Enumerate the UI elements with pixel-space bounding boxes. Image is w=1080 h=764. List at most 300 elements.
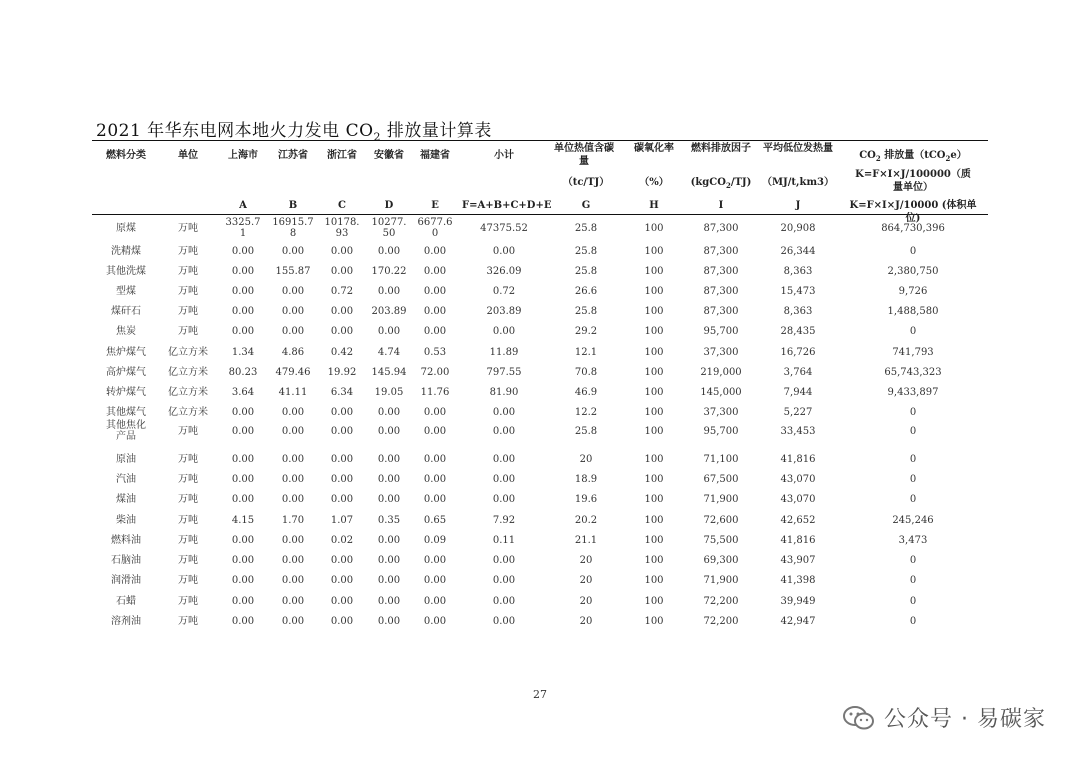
cell-calorific-value: 3,764 [783,367,813,378]
cell-unit: 万吨 [178,426,198,437]
cell-fujian: 0.65 [423,515,447,526]
cell-unit: 万吨 [178,286,198,297]
cell-shanghai: 0.00 [231,535,255,546]
cell-subtotal: 0.00 [492,326,516,337]
cell-emission-factor: 71,900 [703,575,739,586]
title-subscript: 2 [373,130,382,144]
cell-oxidation-rate: 100 [644,306,664,317]
cell-carbon-content: 46.9 [574,387,598,398]
cell-subtotal: 0.72 [492,286,516,297]
cell-fuel-type: 其他煤气 [106,407,146,418]
cell-fujian: 0.00 [423,616,447,627]
cell-shanghai: 0.00 [231,616,255,627]
cell-anhui: 0.00 [377,246,401,257]
cell-carbon-content: 25.8 [574,266,598,277]
cell-calorific-value: 41,398 [780,575,816,586]
cell-carbon-content: 20 [579,596,593,607]
header-code-e: E [431,200,439,211]
cell-fuel-type: 石蜡 [116,596,136,607]
cell-jiangsu: 4.86 [281,347,305,358]
cell-calorific-value: 43,070 [780,474,816,485]
cell-anhui: 0.00 [377,596,401,607]
cell-anhui: 0.00 [377,575,401,586]
header-oxidation-rate: 碳氧化率 [634,143,674,154]
cell-oxidation-rate: 100 [644,387,664,398]
cell-zhejiang: 0.72 [330,286,354,297]
cell-fuel-type: 润滑油 [111,575,141,586]
cell-fuel-type: 溶剂油 [111,616,141,627]
cell-calorific-value: 42,947 [780,616,816,627]
cell-jiangsu: 41.11 [278,387,308,398]
cell-fuel-type: 原油 [116,454,136,465]
cell-shanghai: 0.00 [231,596,255,607]
cell-carbon-content: 25.8 [574,426,598,437]
cell-co2-emission: 3,473 [898,535,928,546]
header-zhejiang: 浙江省 [327,150,357,161]
cell-fuel-type: 洗精煤 [111,246,141,257]
cell-fujian: 0.00 [423,555,447,566]
cell-fujian: 0.00 [423,596,447,607]
table-row [0,592,1080,612]
header-co2-emission: $CO_2$ 排放量（tCO$_2$e） [859,150,967,163]
cell-unit: 万吨 [178,246,198,257]
cell-emission-factor: 37,300 [703,347,739,358]
cell-carbon-content: 25.8 [574,223,598,234]
cell-anhui: 4.74 [377,347,401,358]
cell-shanghai: 4.15 [231,515,255,526]
table-top-rule [92,140,988,141]
cell-zhejiang: 0.00 [330,616,354,627]
cell-shanghai: 0.00 [231,407,255,418]
cell-zhejiang: 0.00 [330,426,354,437]
cell-jiangsu: 479.46 [275,367,311,378]
cell-jiangsu: 0.00 [281,474,305,485]
table-row [0,219,1080,239]
header-code-a: A [239,200,247,211]
cell-co2-emission: 245,246 [892,515,934,526]
table-row [0,511,1080,531]
cell-oxidation-rate: 100 [644,266,664,277]
cell-shanghai: 80.23 [228,367,258,378]
cell-jiangsu: 0.00 [281,535,305,546]
cell-jiangsu: 0.00 [281,596,305,607]
cell-oxidation-rate: 100 [644,596,664,607]
cell-oxidation-rate: 100 [644,575,664,586]
cell-unit: 万吨 [178,494,198,505]
cell-anhui: 0.00 [377,616,401,627]
cell-oxidation-rate: 100 [644,286,664,297]
cell-shanghai: 0.00 [231,306,255,317]
cell-anhui: 0.00 [377,474,401,485]
cell-zhejiang: 19.92 [327,367,357,378]
cell-calorific-value: 39,949 [780,596,816,607]
title-prefix: 2021 年华东电网本地火力发电 CO [96,121,374,141]
cell-anhui: 145.94 [371,367,407,378]
cell-fuel-type: 煤油 [116,494,136,505]
cell-anhui: 10277. 50 [371,217,407,239]
cell-jiangsu: 0.00 [281,306,305,317]
cell-calorific-value: 41,816 [780,535,816,546]
cell-unit: 万吨 [178,223,198,234]
cell-subtotal: 0.00 [492,596,516,607]
cell-jiangsu: 155.87 [275,266,311,277]
cell-subtotal: 0.00 [492,407,516,418]
cell-zhejiang: 0.00 [330,306,354,317]
header-unit: 单位 [178,150,198,161]
cell-zhejiang: 0.00 [330,474,354,485]
cell-jiangsu: 0.00 [281,454,305,465]
cell-zhejiang: 0.42 [330,347,354,358]
cell-unit: 亿立方米 [168,347,208,358]
cell-carbon-content: 12.1 [574,347,598,358]
cell-fujian: 0.00 [423,246,447,257]
cell-carbon-content: 29.2 [574,326,598,337]
table-row [0,322,1080,342]
cell-co2-emission: 0 [909,494,917,505]
cell-emission-factor: 87,300 [703,266,739,277]
cell-oxidation-rate: 100 [644,494,664,505]
cell-shanghai: 0.00 [231,326,255,337]
cell-co2-emission: 864,730,396 [881,223,945,234]
cell-unit: 万吨 [178,474,198,485]
cell-co2-emission: 0 [909,596,917,607]
cell-co2-emission: 0 [909,555,917,566]
cell-emission-factor: 71,100 [703,454,739,465]
cell-carbon-content: 18.9 [574,474,598,485]
cell-subtotal: 203.89 [486,306,522,317]
cell-oxidation-rate: 100 [644,367,664,378]
cell-subtotal: 0.00 [492,426,516,437]
table-row [0,282,1080,302]
cell-emission-factor: 72,200 [703,596,739,607]
cell-unit: 亿立方米 [168,367,208,378]
cell-jiangsu: 1.70 [281,515,305,526]
cell-anhui: 0.00 [377,535,401,546]
cell-emission-factor: 72,600 [703,515,739,526]
cell-oxidation-rate: 100 [644,454,664,465]
cell-zhejiang: 1.07 [330,515,354,526]
cell-subtotal: 11.89 [489,347,519,358]
table-row [0,383,1080,403]
cell-co2-emission: 741,793 [892,347,934,358]
cell-fujian: 0.00 [423,306,447,317]
header-code-c: C [338,200,346,211]
title-suffix: 排放量计算表 [381,121,492,141]
cell-fujian: 72.00 [420,367,450,378]
cell-carbon-content: 70.8 [574,367,598,378]
cell-fujian: 0.00 [423,286,447,297]
cell-zhejiang: 6.34 [330,387,354,398]
cell-emission-factor: 87,300 [703,223,739,234]
cell-fujian: 6677.6 0 [417,217,453,239]
cell-subtotal: 81.90 [489,387,519,398]
cell-co2-emission: 0 [909,616,917,627]
cell-emission-factor: 67,500 [703,474,739,485]
cell-fuel-type: 高炉煤气 [106,367,146,378]
cell-fuel-type: 其他焦化 产品 [106,420,146,442]
cell-unit: 万吨 [178,535,198,546]
header-emission-factor: 燃料排放因子 [691,143,751,154]
cell-zhejiang: 0.00 [330,266,354,277]
cell-calorific-value: 43,070 [780,494,816,505]
cell-jiangsu: 0.00 [281,286,305,297]
table-row [0,470,1080,490]
header-oxidation-rate-unit: （%） [639,177,669,188]
cell-shanghai: 1.34 [231,347,255,358]
cell-fujian: 0.00 [423,494,447,505]
cell-zhejiang: 0.00 [330,596,354,607]
cell-emission-factor: 75,500 [703,535,739,546]
cell-anhui: 19.05 [374,387,404,398]
cell-fujian: 0.00 [423,575,447,586]
cell-calorific-value: 8,363 [783,306,813,317]
cell-anhui: 0.00 [377,426,401,437]
cell-oxidation-rate: 100 [644,535,664,546]
table-row [0,490,1080,510]
cell-jiangsu: 0.00 [281,326,305,337]
header-shanghai: 上海市 [228,150,258,161]
cell-shanghai: 0.00 [231,266,255,277]
table-row [0,343,1080,363]
cell-subtotal: 0.00 [492,555,516,566]
cell-oxidation-rate: 100 [644,555,664,566]
cell-emission-factor: 87,300 [703,246,739,257]
header-code-b: B [288,200,298,211]
cell-jiangsu: 0.00 [281,616,305,627]
cell-fujian: 0.00 [423,407,447,418]
cell-jiangsu: 0.00 [281,494,305,505]
table-row [0,302,1080,322]
cell-fujian: 0.00 [423,454,447,465]
watermark-text: 公众号 · 易碳家 [884,707,1046,732]
cell-co2-emission: 9,726 [898,286,928,297]
cell-fujian: 0.53 [423,347,447,358]
cell-anhui: 0.35 [377,515,401,526]
cell-shanghai: 0.00 [231,246,255,257]
cell-subtotal: 0.00 [492,494,516,505]
table-row [0,262,1080,282]
cell-calorific-value: 8,363 [783,266,813,277]
cell-emission-factor: 72,200 [703,616,739,627]
header-fujian: 福建省 [420,150,450,161]
header-carbon-content-unit: （tc/TJ） [562,177,610,188]
header-code-j: J [795,200,801,211]
cell-oxidation-rate: 100 [644,347,664,358]
cell-unit: 万吨 [178,575,198,586]
cell-fuel-type: 焦炭 [116,326,136,337]
cell-zhejiang: 0.00 [330,575,354,586]
cell-emission-factor: 145,000 [700,387,742,398]
cell-anhui: 0.00 [377,555,401,566]
cell-shanghai: 0.00 [231,494,255,505]
cell-fuel-type: 汽油 [116,474,136,485]
cell-shanghai: 0.00 [231,454,255,465]
wechat-icon [842,705,876,731]
table-row [0,571,1080,591]
cell-jiangsu: 0.00 [281,407,305,418]
cell-oxidation-rate: 100 [644,407,664,418]
header-code-h: H [649,200,659,211]
cell-jiangsu: 0.00 [281,246,305,257]
header-code-k: K=F×I×J/10000 (体积单位) [849,200,977,224]
cell-emission-factor: 37,300 [703,407,739,418]
table-row [0,531,1080,551]
cell-carbon-content: 21.1 [574,535,598,546]
cell-oxidation-rate: 100 [644,246,664,257]
cell-emission-factor: 87,300 [703,286,739,297]
table-row [0,403,1080,423]
header-code-d: D [384,200,394,211]
table-row [0,363,1080,383]
cell-shanghai: 0.00 [231,286,255,297]
cell-anhui: 203.89 [371,306,407,317]
header-calorific-value-unit: （MJ/t,km3） [761,177,835,188]
header-carbon-content: 单位热值含碳量 [554,143,614,167]
cell-fuel-type: 其他洗煤 [106,266,146,277]
header-jiangsu: 江苏省 [278,150,308,161]
cell-calorific-value: 41,816 [780,454,816,465]
cell-anhui: 0.00 [377,326,401,337]
cell-carbon-content: 20 [579,454,593,465]
cell-unit: 万吨 [178,454,198,465]
cell-oxidation-rate: 100 [644,515,664,526]
cell-fuel-type: 石脑油 [111,555,141,566]
cell-carbon-content: 25.8 [574,246,598,257]
header-code-f: F=A+B+C+D+E [462,200,552,211]
cell-calorific-value: 7,944 [783,387,813,398]
cell-co2-emission: 0 [909,474,917,485]
cell-carbon-content: 20 [579,575,593,586]
cell-shanghai: 0.00 [231,575,255,586]
table-row [0,450,1080,470]
cell-carbon-content: 25.8 [574,306,598,317]
cell-carbon-content: 19.6 [574,494,598,505]
cell-oxidation-rate: 100 [644,326,664,337]
cell-carbon-content: 20 [579,616,593,627]
cell-fuel-type: 柴油 [116,515,136,526]
header-co2-formula-mass: K=F×I×J/100000（质量单位） [855,169,971,193]
cell-co2-emission: 0 [909,575,917,586]
header-subtotal: 小计 [494,150,514,161]
cell-zhejiang: 0.00 [330,555,354,566]
cell-fujian: 0.00 [423,326,447,337]
cell-emission-factor: 219,000 [700,367,742,378]
cell-oxidation-rate: 100 [644,474,664,485]
cell-anhui: 0.00 [377,494,401,505]
header-calorific-value: 平均低位发热量 [763,143,833,154]
cell-jiangsu: 0.00 [281,555,305,566]
cell-fujian: 0.00 [423,474,447,485]
cell-unit: 万吨 [178,616,198,627]
cell-jiangsu: 16915.7 8 [272,217,314,239]
cell-unit: 万吨 [178,266,198,277]
cell-anhui: 0.00 [377,454,401,465]
cell-fuel-type: 原煤 [116,223,136,234]
cell-emission-factor: 71,900 [703,494,739,505]
cell-emission-factor: 87,300 [703,306,739,317]
cell-fuel-type: 焦炉煤气 [106,347,146,358]
cell-zhejiang: 0.00 [330,454,354,465]
cell-co2-emission: 1,488,580 [887,306,939,317]
cell-co2-emission: 0 [909,426,917,437]
cell-calorific-value: 15,473 [780,286,816,297]
cell-carbon-content: 20.2 [574,515,598,526]
cell-fujian: 11.76 [420,387,450,398]
cell-unit: 万吨 [178,326,198,337]
cell-subtotal: 0.00 [492,616,516,627]
cell-calorific-value: 43,907 [780,555,816,566]
cell-subtotal: 326.09 [486,266,522,277]
cell-calorific-value: 26,344 [780,246,816,257]
cell-anhui: 170.22 [371,266,407,277]
cell-zhejiang: 0.00 [330,246,354,257]
table-row [0,612,1080,632]
cell-co2-emission: 9,433,897 [887,387,939,398]
cell-shanghai: 0.00 [231,555,255,566]
cell-subtotal: 797.55 [486,367,522,378]
cell-co2-emission: 0 [909,407,917,418]
cell-subtotal: 0.00 [492,474,516,485]
cell-subtotal: 0.11 [492,535,516,546]
cell-carbon-content: 20 [579,555,593,566]
cell-unit: 万吨 [178,555,198,566]
header-emission-factor-unit: (kgCO$_2$/TJ) [690,177,752,190]
cell-shanghai: 0.00 [231,474,255,485]
cell-unit: 万吨 [178,596,198,607]
cell-fuel-type: 燃料油 [111,535,141,546]
cell-unit: 亿立方米 [168,387,208,398]
cell-emission-factor: 69,300 [703,555,739,566]
cell-calorific-value: 28,435 [780,326,816,337]
cell-zhejiang: 0.00 [330,407,354,418]
cell-carbon-content: 26.6 [574,286,598,297]
cell-shanghai: 3.64 [231,387,255,398]
cell-zhejiang: 10178. 93 [324,217,360,239]
cell-oxidation-rate: 100 [644,616,664,627]
cell-calorific-value: 20,908 [780,223,816,234]
table-row [0,422,1080,442]
cell-co2-emission: 0 [909,454,917,465]
cell-fuel-type: 转炉煤气 [106,387,146,398]
cell-unit: 亿立方米 [168,407,208,418]
cell-subtotal: 47375.52 [480,223,528,234]
cell-oxidation-rate: 100 [644,223,664,234]
cell-co2-emission: 2,380,750 [887,266,939,277]
cell-unit: 万吨 [178,306,198,317]
cell-anhui: 0.00 [377,407,401,418]
header-anhui: 安徽省 [374,150,404,161]
cell-calorific-value: 33,453 [780,426,816,437]
table-row [0,242,1080,262]
watermark [842,702,1046,733]
cell-anhui: 0.00 [377,286,401,297]
cell-subtotal: 0.00 [492,246,516,257]
cell-co2-emission: 0 [909,246,917,257]
cell-co2-emission: 0 [909,326,917,337]
cell-shanghai: 0.00 [231,426,255,437]
header-code-i: I [718,200,724,211]
cell-jiangsu: 0.00 [281,426,305,437]
cell-subtotal: 0.00 [492,575,516,586]
cell-fuel-type: 煤矸石 [111,306,141,317]
cell-fuel-type: 型煤 [116,286,136,297]
cell-oxidation-rate: 100 [644,426,664,437]
cell-jiangsu: 0.00 [281,575,305,586]
page-number: 27 [533,688,547,701]
cell-carbon-content: 12.2 [574,407,598,418]
cell-zhejiang: 0.02 [330,535,354,546]
cell-calorific-value: 16,726 [780,347,816,358]
